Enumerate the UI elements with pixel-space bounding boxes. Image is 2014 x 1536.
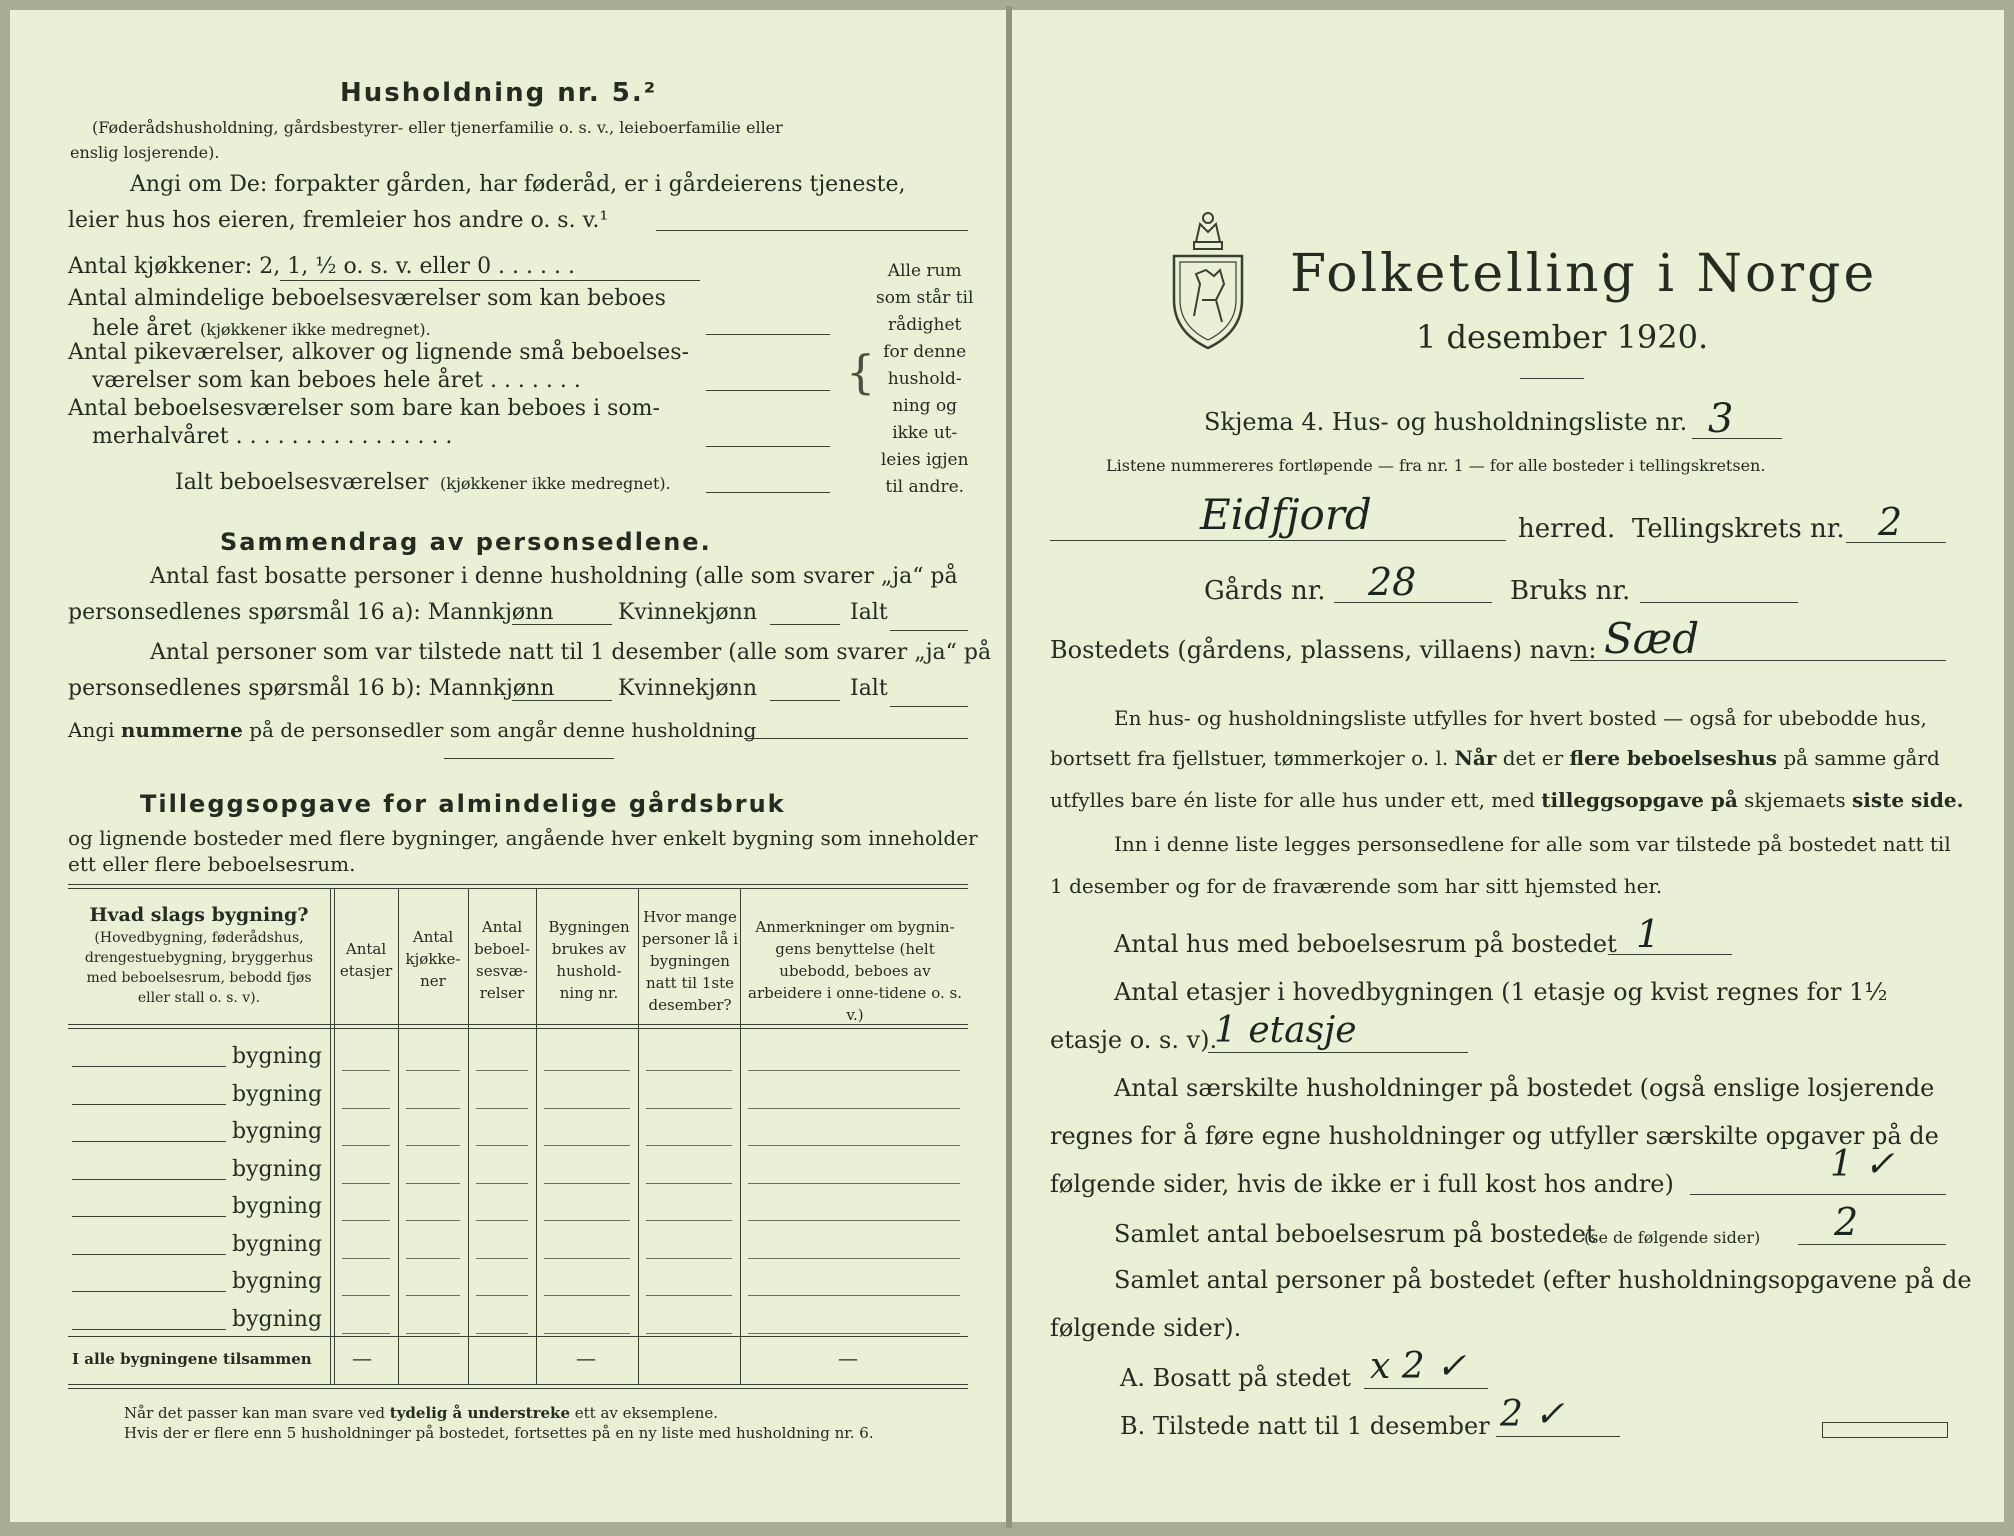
table-cell	[748, 1295, 960, 1296]
answer-line	[1496, 1436, 1620, 1437]
printer-stamp	[1822, 1422, 1948, 1438]
table-cell	[646, 1258, 732, 1259]
extra-title: Tilleggsopgave for almindelige gårdsbruk	[140, 790, 786, 818]
rooms-summer: Antal beboelsesværelser som bare kan beboes i som-	[68, 396, 660, 421]
answer-line	[1334, 602, 1492, 603]
table-cell	[646, 1145, 732, 1146]
table-cell	[646, 1333, 732, 1334]
table-cell	[476, 1145, 528, 1146]
table-cell	[748, 1220, 960, 1221]
households-question-3: følgende sider, hvis de ikke er i full kost hos andre)	[1050, 1170, 1674, 1198]
summary-resident: Antal fast bosatte personer i denne husholdning (alle som svarer „ja“ på	[150, 564, 958, 589]
col-floors-header: Antal etasjer	[339, 940, 393, 980]
col-rooms-header: Antal beboel-sesvæ-relser	[474, 918, 530, 1002]
houses-question: Antal hus med beboelsesrum på bostedet	[1114, 930, 1617, 958]
households-question: Antal særskilte husholdninger på bostedet (også enslige losjerende	[1114, 1074, 1935, 1102]
answer-line	[770, 624, 840, 625]
table-cell	[476, 1070, 528, 1071]
census-title: Folketelling i Norge	[1290, 244, 1878, 304]
rooms-total-note: (se de følgende sider)	[1584, 1228, 1761, 1247]
summary-present: Antal personer som var tilstede natt til 1 desember (alle som svarer „ja“ på	[150, 640, 992, 665]
instruction-5: 1 desember og for de fraværende som har sitt hjemsted her.	[1050, 874, 1663, 898]
rooms-small-2: værelser som kan beboes hele året . . . . . . .	[92, 368, 581, 393]
answer-line	[1208, 1052, 1468, 1053]
table-cell	[406, 1333, 460, 1334]
table-row	[72, 1216, 226, 1217]
table-cell	[748, 1070, 960, 1071]
summary-female-label: Kvinnekjønn	[618, 600, 757, 625]
table-cell	[748, 1333, 960, 1334]
tellingskrets-label: Tellingskrets nr.	[1632, 514, 1845, 544]
rooms-kitchens: Antal kjøkkener: 2, 1, ½ o. s. v. eller 0 . . . . . .	[68, 254, 575, 279]
instruction-2: bortsett fra fjellstuer, tømmerkojer o. l. Når det er flere beboelseshus på samme gård	[1050, 746, 1940, 770]
col-persons-header: Hvor mange personer lå i bygningen natt til 1ste desember?	[641, 908, 739, 1014]
rooms-summer-2: merhalvåret . . . . . . . . . . . . . . . .	[92, 424, 453, 449]
footnote-1: Når det passer kan man svare ved tydelig å understreke ett av eksemplene.	[124, 1404, 719, 1422]
table-cell	[342, 1258, 390, 1259]
table-cell	[406, 1108, 460, 1109]
table-cell	[544, 1108, 630, 1109]
table-cell	[342, 1333, 390, 1334]
tellingskrets-value: 2	[1878, 500, 1903, 544]
table-cell	[342, 1295, 390, 1296]
answer-line	[512, 624, 612, 625]
bruks-label: Bruks nr.	[1510, 576, 1631, 606]
rooms-total-value: 2	[1834, 1200, 1859, 1244]
answer-line	[770, 700, 840, 701]
building-row-label: bygning	[232, 1194, 323, 1219]
answer-line	[1608, 954, 1732, 955]
table-cell	[748, 1145, 960, 1146]
household-title: Husholdning nr. 5.²	[340, 78, 658, 108]
gards-value: 28	[1368, 560, 1417, 604]
rooms-total-question: Samlet antal beboelsesrum på bostedet	[1114, 1220, 1596, 1248]
herred-value: Eidfjord	[1200, 490, 1372, 539]
table-cell	[748, 1258, 960, 1259]
building-row-label: bygning	[232, 1269, 323, 1294]
table-cell	[406, 1258, 460, 1259]
col-building-header: Hvad slags bygning? (Hovedbygning, føderådshus, drengestuebygning, bryggerhus med beboelsesrum, bebodd fjøs eller stall o. s. v).	[84, 904, 314, 1006]
table-cell	[342, 1070, 390, 1071]
answer-line	[706, 492, 830, 493]
building-row-label: bygning	[232, 1156, 323, 1182]
answer-line	[1798, 1244, 1946, 1245]
table-cell	[406, 1070, 460, 1071]
col-household-header: Bygningen brukes av hushold-ning nr.	[548, 918, 630, 1002]
answer-line	[1364, 1388, 1488, 1389]
rooms-year: hele året	[92, 316, 192, 341]
summary-total-label: Ialt	[850, 600, 888, 625]
answer-line	[656, 230, 968, 231]
table-row	[72, 1254, 226, 1255]
rooms-ordinary: Antal almindelige beboelsesværelser som kan beboes	[68, 286, 666, 311]
table-cell	[342, 1183, 390, 1184]
table-cell	[544, 1070, 630, 1071]
table-cell	[342, 1145, 390, 1146]
table-cell	[646, 1070, 732, 1071]
schema-label: Skjema 4. Hus- og husholdningsliste nr.	[1204, 408, 1688, 436]
table-cell	[544, 1333, 630, 1334]
table-cell	[476, 1108, 528, 1109]
building-row-label: bygning	[232, 1231, 323, 1257]
household-intro-2: enslig losjerende).	[70, 143, 220, 162]
brace-icon: {	[846, 345, 876, 399]
total-dash: —	[838, 1346, 858, 1370]
bosted-value: Sæd	[1604, 614, 1700, 663]
extra-desc: og lignende bosteder med flere bygninger, angående hver enkelt bygning som inneholder	[68, 826, 978, 850]
table-cell	[476, 1295, 528, 1296]
answer-line	[1690, 1194, 1946, 1195]
floors-value: 1 etasje	[1214, 1010, 1357, 1051]
instruction-1: En hus- og husholdningsliste utfylles for hvert bosted — også for ubebodde hus,	[1114, 706, 1927, 730]
building-row-label: bygning	[232, 1044, 323, 1069]
table-cell	[544, 1183, 630, 1184]
table-cell	[406, 1295, 460, 1296]
building-row-label: bygning	[232, 1119, 323, 1144]
answer-line	[744, 738, 968, 739]
col-kitchens-header: Antal kjøkke-ner	[405, 928, 461, 990]
table-cell	[476, 1258, 528, 1259]
table-row	[72, 1179, 226, 1180]
table-row	[72, 1141, 226, 1142]
table-row	[72, 1066, 226, 1067]
table-row	[72, 1104, 226, 1105]
table-row	[72, 1329, 226, 1330]
total-rooms-note: (kjøkkener ikke medregnet).	[440, 474, 671, 493]
list-number-value: 3	[1708, 396, 1734, 442]
answer-line	[1692, 438, 1782, 439]
rooms-year-note: (kjøkkener ikke medregnet).	[200, 320, 431, 339]
summary-present-2: personsedlenes spørsmål 16 b): Mannkjønn	[68, 676, 555, 701]
summary-title: Sammendrag av personsedlene.	[220, 528, 712, 556]
present-label: B. Tilstede natt til 1 desember	[1120, 1412, 1490, 1440]
households-value: 1 ✓	[1830, 1144, 1895, 1185]
census-date: 1 desember 1920.	[1416, 318, 1709, 356]
total-dash: —	[352, 1346, 372, 1370]
table-cell	[544, 1295, 630, 1296]
gards-label: Gårds nr.	[1204, 576, 1326, 606]
rooms-small: Antal pikeværelser, alkover og lignende små beboelses-	[68, 340, 689, 365]
answer-line	[1050, 540, 1506, 541]
answer-line	[1570, 660, 1946, 661]
building-row-label: bygning	[232, 1306, 323, 1332]
building-row-label: bygning	[232, 1081, 323, 1107]
brace-note: Alle rum som står til rådighet for denne hushold- ning og ikke ut- leies igjen til andre.	[876, 261, 974, 497]
coat-of-arms-icon	[1166, 204, 1250, 352]
total-row-label: I alle bygningene tilsammen	[72, 1350, 312, 1368]
table-cell	[646, 1220, 732, 1221]
answer-line	[1640, 602, 1798, 603]
answer-line	[1846, 542, 1946, 543]
table-cell	[646, 1183, 732, 1184]
table-cell	[748, 1108, 960, 1109]
col-remarks-header: Anmerkninger om bygnin-gens benyttelse (helt ubebodd, beboes av arbeidere i onne-tidene o. s. v.)	[748, 918, 962, 1024]
divider	[1520, 378, 1584, 379]
answer-line	[706, 446, 830, 447]
table-cell	[476, 1183, 528, 1184]
question-arrangement: Angi om De: forpakter gården, har føderåd, er i gårdeierens tjeneste,	[130, 172, 906, 197]
table-row	[72, 1291, 226, 1292]
table-cell	[406, 1183, 460, 1184]
table-cell	[406, 1220, 460, 1221]
table-cell	[646, 1295, 732, 1296]
summary-numbers: Angi nummerne på de personsedler som angår denne husholdning	[68, 718, 757, 742]
numbering-note: Listene nummereres fortløpende — fra nr. 1 — for alle bosteder i tellingskretsen.	[1106, 456, 1766, 475]
question-arrangement-2: leier hus hos eieren, fremleier hos andre o. s. v.¹	[68, 208, 609, 233]
herred-label: herred.	[1518, 514, 1616, 544]
resident-label: A. Bosatt på stedet	[1120, 1364, 1351, 1392]
table-cell	[476, 1333, 528, 1334]
total-rooms: Ialt beboelsesværelser	[175, 470, 429, 495]
summary-female-label-2: Kvinnekjønn	[618, 676, 757, 701]
answer-line	[280, 280, 700, 281]
extra-desc-2: ett eller flere beboelsesrum.	[68, 852, 356, 876]
instruction-4: Inn i denne liste legges personsedlene for alle som var tilstede på bostedet natt til	[1114, 832, 1951, 856]
persons-total-question-2: følgende sider).	[1050, 1314, 1242, 1342]
table-cell	[544, 1220, 630, 1221]
floors-question-2: etasje o. s. v).	[1050, 1026, 1218, 1054]
answer-line	[706, 390, 830, 391]
persons-total-question: Samlet antal personer på bostedet (efter husholdningsopgavene på de	[1114, 1266, 1972, 1294]
total-dash: —	[576, 1346, 596, 1370]
summary-total-label-2: Ialt	[850, 676, 888, 701]
table-cell	[544, 1145, 630, 1146]
summary-resident-2: personsedlenes spørsmål 16 a): Mannkjønn	[68, 600, 554, 625]
table-cell	[342, 1108, 390, 1109]
table-cell	[406, 1145, 460, 1146]
bosted-label: Bostedets (gårdens, plassens, villaens) navn:	[1050, 636, 1597, 664]
answer-line	[512, 700, 612, 701]
instruction-3: utfylles bare én liste for alle hus under ett, med tilleggsopgave på skjemaets siste side.	[1050, 788, 1964, 812]
table-cell	[342, 1220, 390, 1221]
houses-value: 1	[1636, 912, 1661, 956]
table-cell	[544, 1258, 630, 1259]
households-question-2: regnes for å føre egne husholdninger og utfyller særskilte opgaver på de	[1050, 1122, 1939, 1150]
answer-line	[890, 630, 968, 631]
footnote-2: Hvis der er flere enn 5 husholdninger på bostedet, fortsettes på en ny liste med husholdning nr. 6.	[124, 1424, 874, 1442]
table-cell	[646, 1108, 732, 1109]
divider	[444, 758, 614, 759]
table-cell	[748, 1183, 960, 1184]
floors-question: Antal etasjer i hovedbygningen (1 etasje og kvist regnes for 1½	[1114, 978, 1888, 1006]
present-value: 2 ✓	[1500, 1394, 1565, 1435]
table-cell	[476, 1220, 528, 1221]
answer-line	[890, 706, 968, 707]
resident-value: x 2 ✓	[1370, 1346, 1467, 1387]
household-intro: (Føderådshusholdning, gårdsbestyrer- eller tjenerfamilie o. s. v., leieboerfamilie eller	[92, 118, 783, 137]
answer-line	[706, 334, 830, 335]
